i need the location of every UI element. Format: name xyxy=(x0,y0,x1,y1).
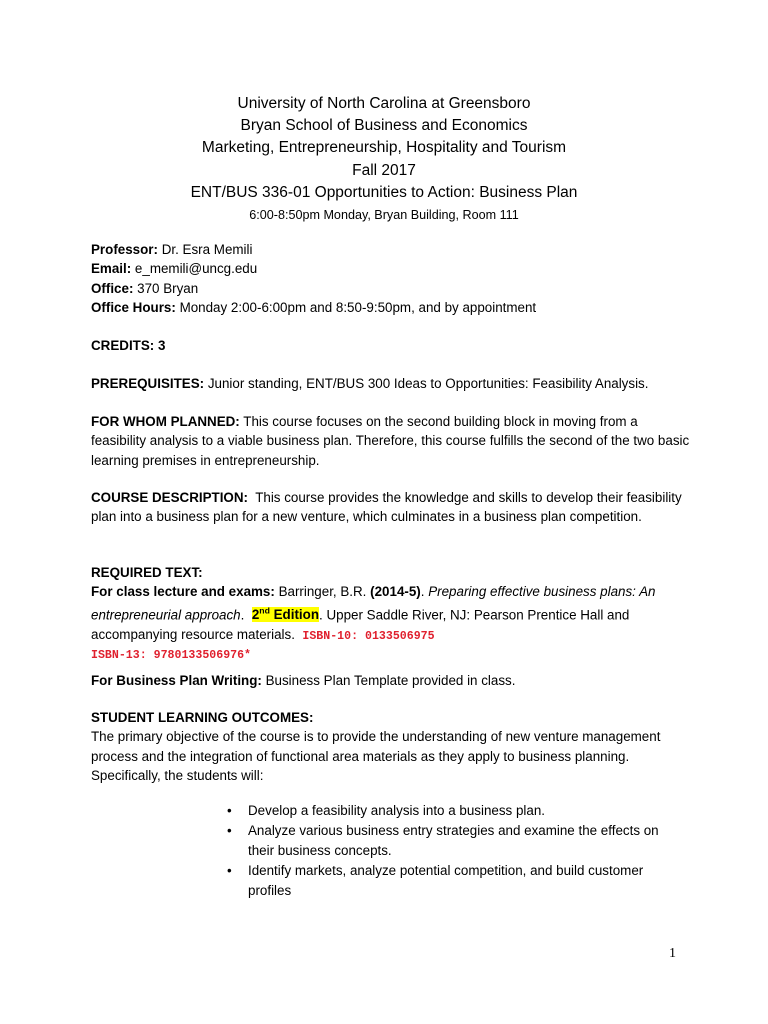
required-text-section: REQUIRED TEXT: For class lecture and exams: Barringer, B.R. (2014-5). Preparing effective business plans: An entrepreneurial approach. 2nd Edition. Upper Saddle River, NJ: Pearson Prentice Hall and accompanying resource materials. ISBN-10: 0133506975 ISBN-13: 9780133506976* xyxy=(91,565,656,663)
department-name: Marketing, Entrepreneurship, Hospitality and Tourism xyxy=(201,139,567,157)
book-edition: 2nd Edition xyxy=(251,605,319,623)
required-text-heading: REQUIRED TEXT: xyxy=(91,565,203,580)
isbn-10: ISBN-10: 0133506975 xyxy=(302,629,435,643)
email-label: Email: xyxy=(91,261,132,277)
for-whom-text: This course focuses on the second building block in moving from a feasibility analysis to a viable business plan. Therefore, this course fulfills the second of the two basic learning premises in entrepreneurship. xyxy=(91,414,690,468)
prerequisites-label: PREREQUISITES: xyxy=(91,376,205,391)
email-value: e_memili@uncg.edu xyxy=(134,261,258,277)
contact-info xyxy=(91,240,691,318)
outcomes-heading: STUDENT LEARNING OUTCOMES: xyxy=(91,710,314,725)
professor-name: Dr. Esra Memili xyxy=(161,242,253,257)
office-value: 370 Bryan xyxy=(137,280,199,296)
office-hours-label: Office Hours: xyxy=(91,300,176,316)
class-schedule: 6:00-8:50pm Monday, Bryan Building, Room 111 xyxy=(249,208,519,223)
for-whom-label: FOR WHOM PLANNED: xyxy=(91,414,240,429)
page-number: 1 xyxy=(669,946,676,961)
office-hours-value: Monday 2:00-6:00pm and 8:50-9:50pm, and by appointment xyxy=(179,300,537,316)
school-name: Bryan School of Business and Economics xyxy=(240,117,528,135)
professor-label: Professor: xyxy=(91,242,158,257)
list-item: • Develop a feasibility analysis into a business plan. xyxy=(221,801,681,820)
book-publisher: Upper Saddle River, NJ: Pearson Prentice Hall and accompanying resource materials. xyxy=(91,607,630,642)
credits: CREDITS: 3 xyxy=(91,338,166,353)
term: Fall 2017 xyxy=(352,161,416,179)
course-description-section xyxy=(91,488,691,527)
bp-writing-label: For Business Plan Writing: xyxy=(91,673,262,688)
document-header xyxy=(0,93,768,224)
outcomes-list xyxy=(221,801,681,901)
outcomes-intro: The primary objective of the course is to provide the understanding of new venture management process and the integration of functional area materials as they apply to business planning. Specifically, the students will: xyxy=(91,729,661,784)
isbn-13: ISBN-13: 9780133506976* xyxy=(91,649,252,663)
bp-writing-text: Business Plan Template provided in class. xyxy=(265,673,516,688)
bp-writing-section xyxy=(91,671,691,690)
book-year: (2014-5) xyxy=(370,584,421,600)
prerequisites-section xyxy=(91,374,691,393)
book-author: Barringer, B.R. xyxy=(278,584,367,600)
course-description-text: This course provides the knowledge and skills to develop their feasibility plan into a business plan for a new venture, which culminates in a business plan competition. xyxy=(91,490,682,525)
list-item: • Analyze various business entry strategies and examine the effects on their business concepts. xyxy=(221,821,681,860)
list-item: • Identify markets, analyze potential competition, and build customer profiles xyxy=(221,861,681,900)
book-title: Preparing effective business plans: An entrepreneurial approach xyxy=(91,584,656,623)
course-description-label: COURSE DESCRIPTION: xyxy=(91,490,248,505)
prerequisites-text: Junior standing, ENT/BUS 300 Ideas to Opportunities: Feasibility Analysis. xyxy=(207,376,649,391)
course-title: ENT/BUS 336-01 Opportunities to Action: Business Plan xyxy=(190,183,578,201)
credits-section xyxy=(91,336,691,355)
outcomes-section xyxy=(91,708,691,786)
lecture-label: For class lecture and exams: xyxy=(91,584,275,600)
university-name: University of North Carolina at Greensboro xyxy=(237,95,531,112)
office-label: Office: xyxy=(91,280,134,296)
for-whom-section xyxy=(91,412,691,470)
